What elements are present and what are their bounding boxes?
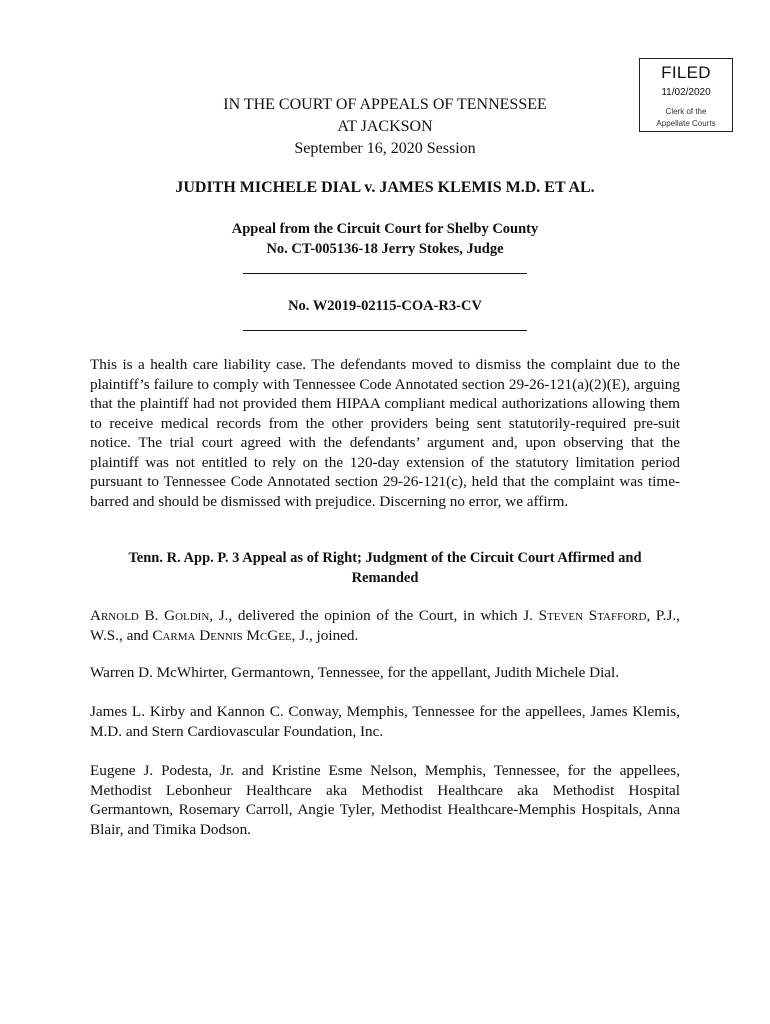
disposition-line: Remanded xyxy=(351,570,419,586)
counsel-appellees: Eugene J. Podesta, Jr. and Kristine Esme Nelson, Memphis, Tennessee, for the appellees, Methodist Lebonheur Healthcare aka Methodist Healthcare aka Methodist Hospital Germantown, Rosemary Carroll, Angie Tyler, Methodist Healthcare-Memphis Hospitals, Anna Blair, and Timika Dodson. xyxy=(90,762,680,838)
author-suffix: , J., delivered the opinion of the Court, in which xyxy=(209,607,524,624)
opinion-authorship xyxy=(90,606,680,645)
appeal-from: Appeal from the Circuit Court for Shelby County xyxy=(231,221,539,237)
stamp-date: 11/02/2020 xyxy=(661,87,711,98)
court-location: AT JACKSON xyxy=(337,118,433,135)
session-date: September 16, 2020 Session xyxy=(294,140,476,157)
case-summary: This is a health care liability case. The defendants moved to dismiss the complaint due to the plaintiff’s failure to comply with Tennessee Code Annotated section 29-26-121(a)(2)(E), arguing that the plaintiff had not provided them HIPAA compliant medical authorizations allowing them to receive medical records from the other providers being sent statutorily-required pre-suit notice. The trial court agreed with the defendants’ argument and, upon observing that the plaintiff was not entitled to rely on the 120-day extension of the statutory limitation period pursuant to Tennessee Code Annotated section 29-26-121(c), held that the complaint was time-barred and should be dismissed with prejudice. Discerning no error, we affirm. xyxy=(90,356,680,510)
disposition-line: Tenn. R. App. P. 3 Appeal as of Right; Judgment of the Circuit Court Affirmed and xyxy=(128,550,642,566)
docket-number: No. W2019-02115-COA-R3-CV xyxy=(288,298,482,314)
judge-suffix: , J., joined. xyxy=(291,626,359,644)
court-name: IN THE COURT OF APPEALS OF TENNESSEE xyxy=(223,96,547,113)
trial-case-number: No. CT-005136-18 Jerry Stokes, Judge xyxy=(266,241,504,257)
divider-rule xyxy=(243,273,527,274)
judge-name: J. Steven Stafford xyxy=(523,607,647,624)
author-name: Arnold B. Goldin xyxy=(90,607,210,624)
case-title: JUDITH MICHELE DIAL v. JAMES KLEMIS M.D. ET AL. xyxy=(175,179,595,196)
counsel-appellant: Warren D. McWhirter, Germantown, Tennessee, for the appellant, Judith Michele Dial. xyxy=(90,664,620,681)
stamp-courts-line: Appellate Courts xyxy=(656,119,716,128)
judge-name: Carma Dennis McGee xyxy=(152,626,292,644)
stamp-clerk-line: Clerk of the xyxy=(665,107,707,116)
judge-suffix: , P.J., W.S., and xyxy=(90,607,680,644)
counsel-appellees: James L. Kirby and Kannon C. Conway, Memphis, Tennessee for the appellees, James Klemis, M.D. and Stern Cardiovascular Foundation, Inc. xyxy=(90,703,680,740)
stamp-title: FILED xyxy=(661,63,711,82)
divider-rule xyxy=(243,330,527,331)
